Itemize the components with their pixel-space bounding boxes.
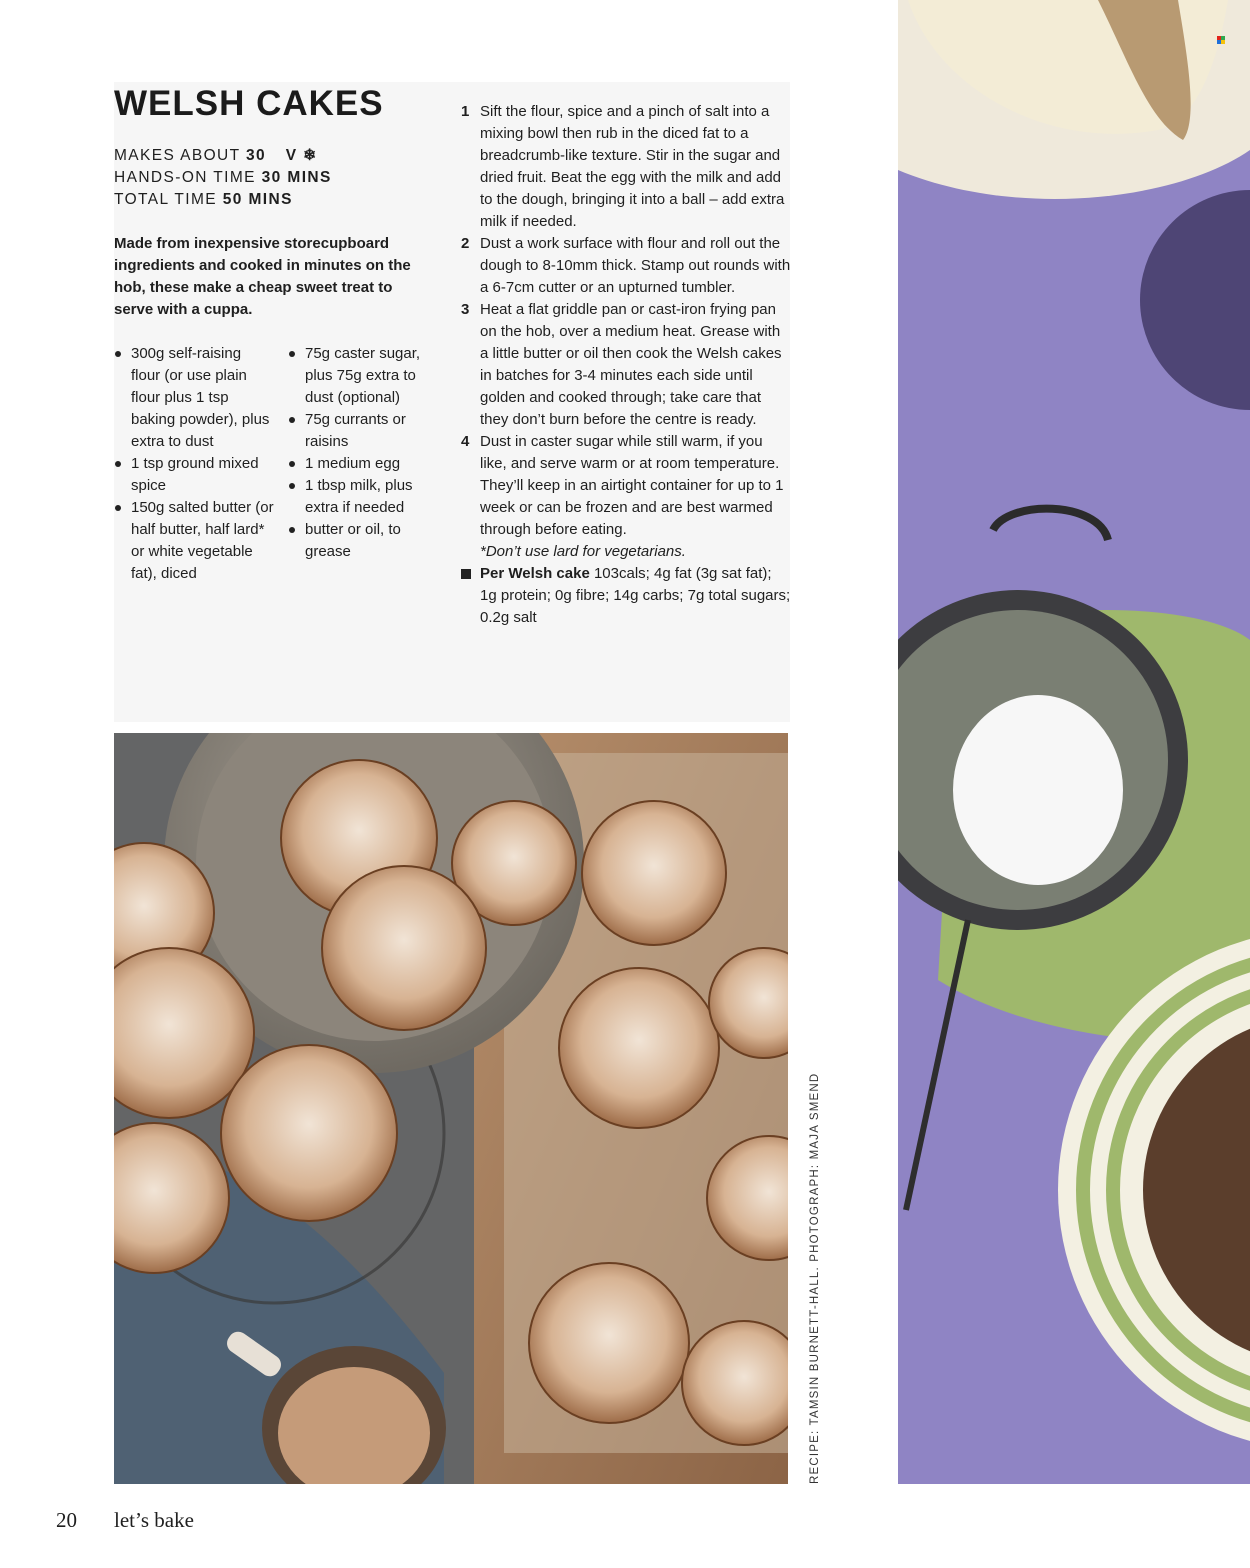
lard-footnote: *Don’t use lard for vegetarians. xyxy=(480,543,686,560)
makes-label: MAKES ABOUT xyxy=(114,147,241,164)
sieve-illustration xyxy=(898,0,1250,1484)
makes-value: 30 xyxy=(245,147,266,164)
ingredient-item: 1 medium egg xyxy=(288,453,448,475)
recipe-title: WELSH CAKES xyxy=(114,84,384,123)
ingredients-list-right xyxy=(288,343,448,563)
method-step xyxy=(461,431,791,541)
hands-on-label: HANDS-ON TIME xyxy=(114,169,256,186)
nutrition-label: Per Welsh cake xyxy=(480,565,590,582)
total-time-label: TOTAL TIME xyxy=(114,191,217,208)
step-number: 3 xyxy=(461,301,470,318)
square-bullet-icon xyxy=(461,569,471,579)
step-text: Sift the flour, spice and a pinch of salt into a mixing bowl then rub in the diced fat to a breadcrumb-like texture. Stir in the sugar and dried fruit. Beat the egg with the milk and add to the dough, bringing it into a ball – add extra milk if needed. xyxy=(480,103,785,230)
sieve-sugar-photo xyxy=(898,0,1250,1484)
total-time-value: 50 MINS xyxy=(222,191,293,208)
ingredient-item: 75g caster sugar, plus 75g extra to dust (optional) xyxy=(288,343,448,409)
step-text: Dust in caster sugar while still warm, if you like, and serve warm or at room temperature. They’ll keep in an airtight container for up to 1 week or can be frozen and are best warmed through before eating. xyxy=(480,433,784,538)
nutrition-values: 103cals; 4g fat (3g sat fat); 1g protein; 0g fibre; 14g carbs; 7g total sugars; 0.2g salt xyxy=(480,565,791,626)
step-number: 1 xyxy=(461,103,470,120)
step-number: 4 xyxy=(461,433,470,450)
vegetarian-freezable-icons: V ❄ xyxy=(285,147,318,164)
logo-mark xyxy=(1217,36,1225,44)
method-steps xyxy=(461,101,791,629)
welsh-cakes-illustration xyxy=(114,733,788,1484)
method-step xyxy=(461,233,791,299)
section-name: let’s bake xyxy=(114,1508,194,1532)
recipe-meta xyxy=(114,145,332,211)
ingredient-item: 300g self-raising flour (or use plain flour plus 1 tsp baking powder), plus extra to dust xyxy=(114,343,274,453)
colour-logo-icon xyxy=(1217,31,1225,39)
ingredient-item: 1 tbsp milk, plus extra if needed xyxy=(288,475,448,519)
ingredients-list-left xyxy=(114,343,274,585)
ingredient-item: 150g salted butter (or half butter, half lard* or white vegetable fat), diced xyxy=(114,497,274,585)
method-step xyxy=(461,299,791,431)
step-number: 2 xyxy=(461,235,470,252)
welsh-cakes-photo xyxy=(114,733,788,1484)
hands-on-value: 30 MINS xyxy=(261,169,332,186)
nutrition-text-wrap xyxy=(480,563,791,629)
step-text: Dust a work surface with flour and roll out the dough to 8-10mm thick. Stamp out rounds with a 6-7cm cutter or an upturned tumbler. xyxy=(480,235,791,296)
ingredient-item: 75g currants or raisins xyxy=(288,409,448,453)
hands-on-line xyxy=(114,167,332,189)
makes-line xyxy=(114,145,332,167)
ingredient-item: 1 tsp ground mixed spice xyxy=(114,453,274,497)
recipe-intro: Made from inexpensive storecupboard ingredients and cooked in minutes on the hob, these make a cheap sweet treat to serve with a cuppa. xyxy=(114,235,411,318)
total-time-line xyxy=(114,189,332,211)
nutrition-info xyxy=(461,563,791,629)
step-text: Heat a flat griddle pan or cast-iron frying pan on the hob, over a medium heat. Grease with a little butter or oil then cook the Welsh cakes in batches for 3-4 minutes each side until golden and cooked through; take care that they don’t burn before the centre is ready. xyxy=(480,301,782,428)
page-number: 20 xyxy=(56,1508,77,1532)
method-step xyxy=(461,101,791,233)
ingredient-item: butter or oil, to grease xyxy=(288,519,448,563)
photo-credit: RECIPE: TAMSIN BURNETT-HALL. PHOTOGRAPH: MAJA SMEND xyxy=(809,1072,821,1484)
